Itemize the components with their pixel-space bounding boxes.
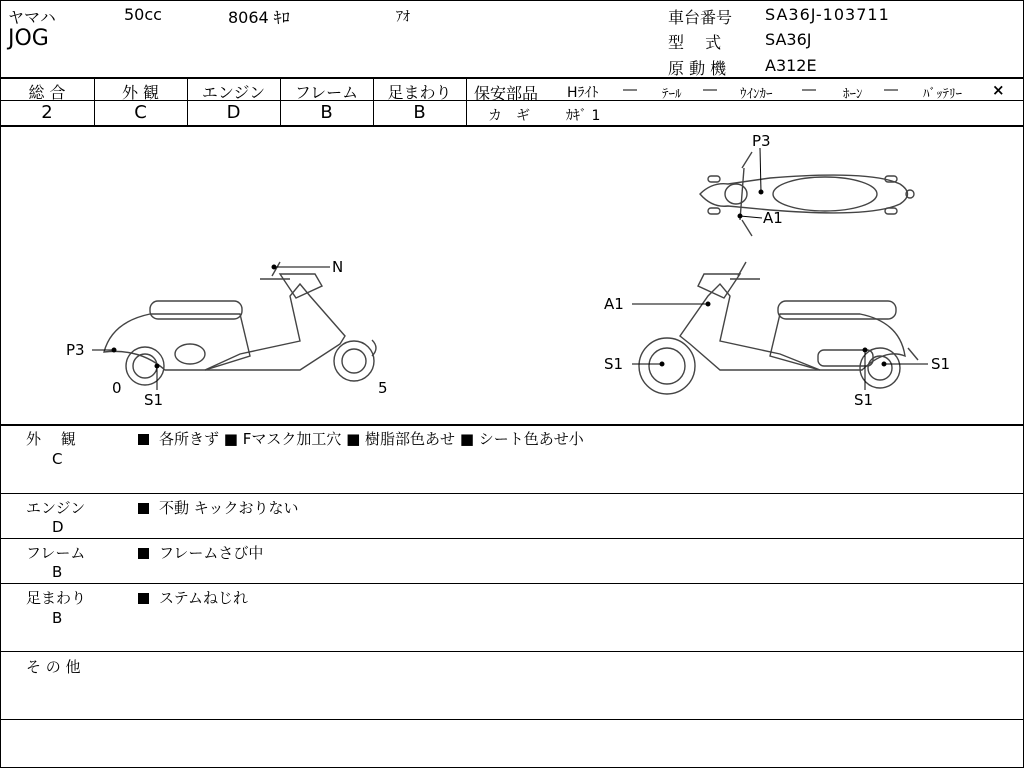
diagram-label-left-p3: P3: [66, 341, 85, 359]
note-line-frame: [138, 542, 263, 563]
mileage: 8064 ｷﾛ: [228, 8, 290, 27]
safety-value-horn: ―: [884, 82, 898, 98]
note-line-suspension: [138, 587, 248, 608]
diagram-bottom-divider: [0, 424, 1024, 426]
diagram-label-top-p3: P3: [752, 132, 771, 150]
diagram-label-left-5: 5: [378, 379, 388, 397]
note-text-engine: 不動 キックおりない: [159, 499, 299, 517]
grade-label-frame: フレーム: [294, 83, 359, 102]
damage-diagram-svg: [0, 126, 1024, 424]
diagram-label-left-0: 0: [112, 379, 122, 397]
safety-item-headlight: Hﾗｲﾄ: [567, 85, 599, 101]
bullet-square: [138, 503, 149, 514]
damage-diagram: [0, 126, 1024, 424]
color: ｱｵ: [396, 9, 410, 25]
grade-label-engine: エンジン: [201, 83, 266, 102]
grade-label-exterior: 外 観: [121, 83, 160, 102]
model-code: SA36J: [765, 30, 812, 49]
notes-divider: [0, 719, 1024, 720]
diagram-label-right-s1-front: S1: [604, 355, 624, 373]
bullet-square: [138, 593, 149, 604]
top-view-scooter: [700, 152, 914, 236]
diagram-label-right-s1-rear: S1: [931, 355, 951, 373]
note-grade-frame: B: [52, 563, 63, 581]
notes-divider: [0, 493, 1024, 494]
notes-divider: [0, 583, 1024, 584]
engine-code: A312E: [765, 56, 817, 75]
notes-divider: [0, 651, 1024, 652]
safety-item-horn: ﾎｰﾝ: [843, 87, 863, 102]
grade-label-suspension: 足まわり: [387, 83, 452, 102]
grade-value-exterior: C: [134, 102, 147, 123]
diagram-label-right-s1-bottom: S1: [854, 391, 874, 409]
note-text-suspension: ステムねじれ: [159, 589, 248, 607]
bullet-square: [138, 434, 149, 445]
maker: ヤマハ: [8, 8, 56, 27]
model-code-label: 型 式: [668, 33, 722, 52]
safety-value-tail: ―: [703, 82, 717, 98]
note-category-engine: エンジン: [26, 499, 86, 517]
note-category-exterior: 外 観: [26, 430, 76, 448]
note-line-exterior: [138, 428, 584, 449]
notes-divider: [0, 538, 1024, 539]
safety-value-headlight: ―: [623, 82, 637, 98]
safety-item-battery: ﾊﾞｯﾃﾘｰ: [923, 87, 962, 102]
grade-label-overall: 総 合: [28, 83, 66, 102]
note-category-other: そ の 他: [26, 658, 81, 676]
grade-value-frame: B: [320, 102, 333, 123]
note-line-engine: [138, 497, 298, 518]
displacement: 50cc: [124, 5, 162, 24]
left-side-scooter: [104, 262, 376, 385]
note-category-suspension: 足まわり: [26, 589, 87, 607]
diagram-label-left-s1: S1: [144, 391, 164, 409]
note-category-frame: フレーム: [26, 544, 86, 562]
safety-item-tail: ﾃｰﾙ: [662, 87, 682, 102]
note-grade-exterior: C: [52, 450, 63, 468]
model-name: JOG: [8, 26, 49, 51]
right-side-scooter: [639, 262, 918, 394]
bullet-square: [138, 548, 149, 559]
note-text-exterior: 各所きず ■ Fマスク加工穴 ■ 樹脂部色あせ ■ シート色あせ小: [159, 430, 584, 448]
key-label: カ ギ: [488, 108, 530, 124]
safety-value-battery: ×: [992, 81, 1005, 99]
diagram-label-right-a1: A1: [604, 295, 624, 313]
grade-value-overall: 2: [41, 102, 53, 123]
grade-divider: [466, 78, 467, 126]
diagram-label-top-a1: A1: [763, 209, 783, 227]
safety-item-winker: ｳｲﾝｶｰ: [740, 87, 773, 102]
note-grade-suspension: B: [52, 609, 63, 627]
note-grade-engine: D: [52, 518, 64, 536]
frame-no-label: 車台番号: [668, 8, 733, 27]
header-divider: [0, 77, 1024, 79]
diagram-label-left-n: N: [332, 258, 344, 276]
safety-label: 保安部品: [474, 84, 539, 103]
key-value: ｶｷﾞ 1: [566, 108, 601, 124]
engine-label: 原 動 機: [668, 59, 727, 78]
grade-value-suspension: B: [413, 102, 426, 123]
frame-no: SA36J-103711: [765, 5, 890, 24]
grade-value-engine: D: [226, 102, 241, 123]
safety-value-winker: ―: [802, 82, 816, 98]
note-text-frame: フレームさび中: [159, 544, 264, 562]
